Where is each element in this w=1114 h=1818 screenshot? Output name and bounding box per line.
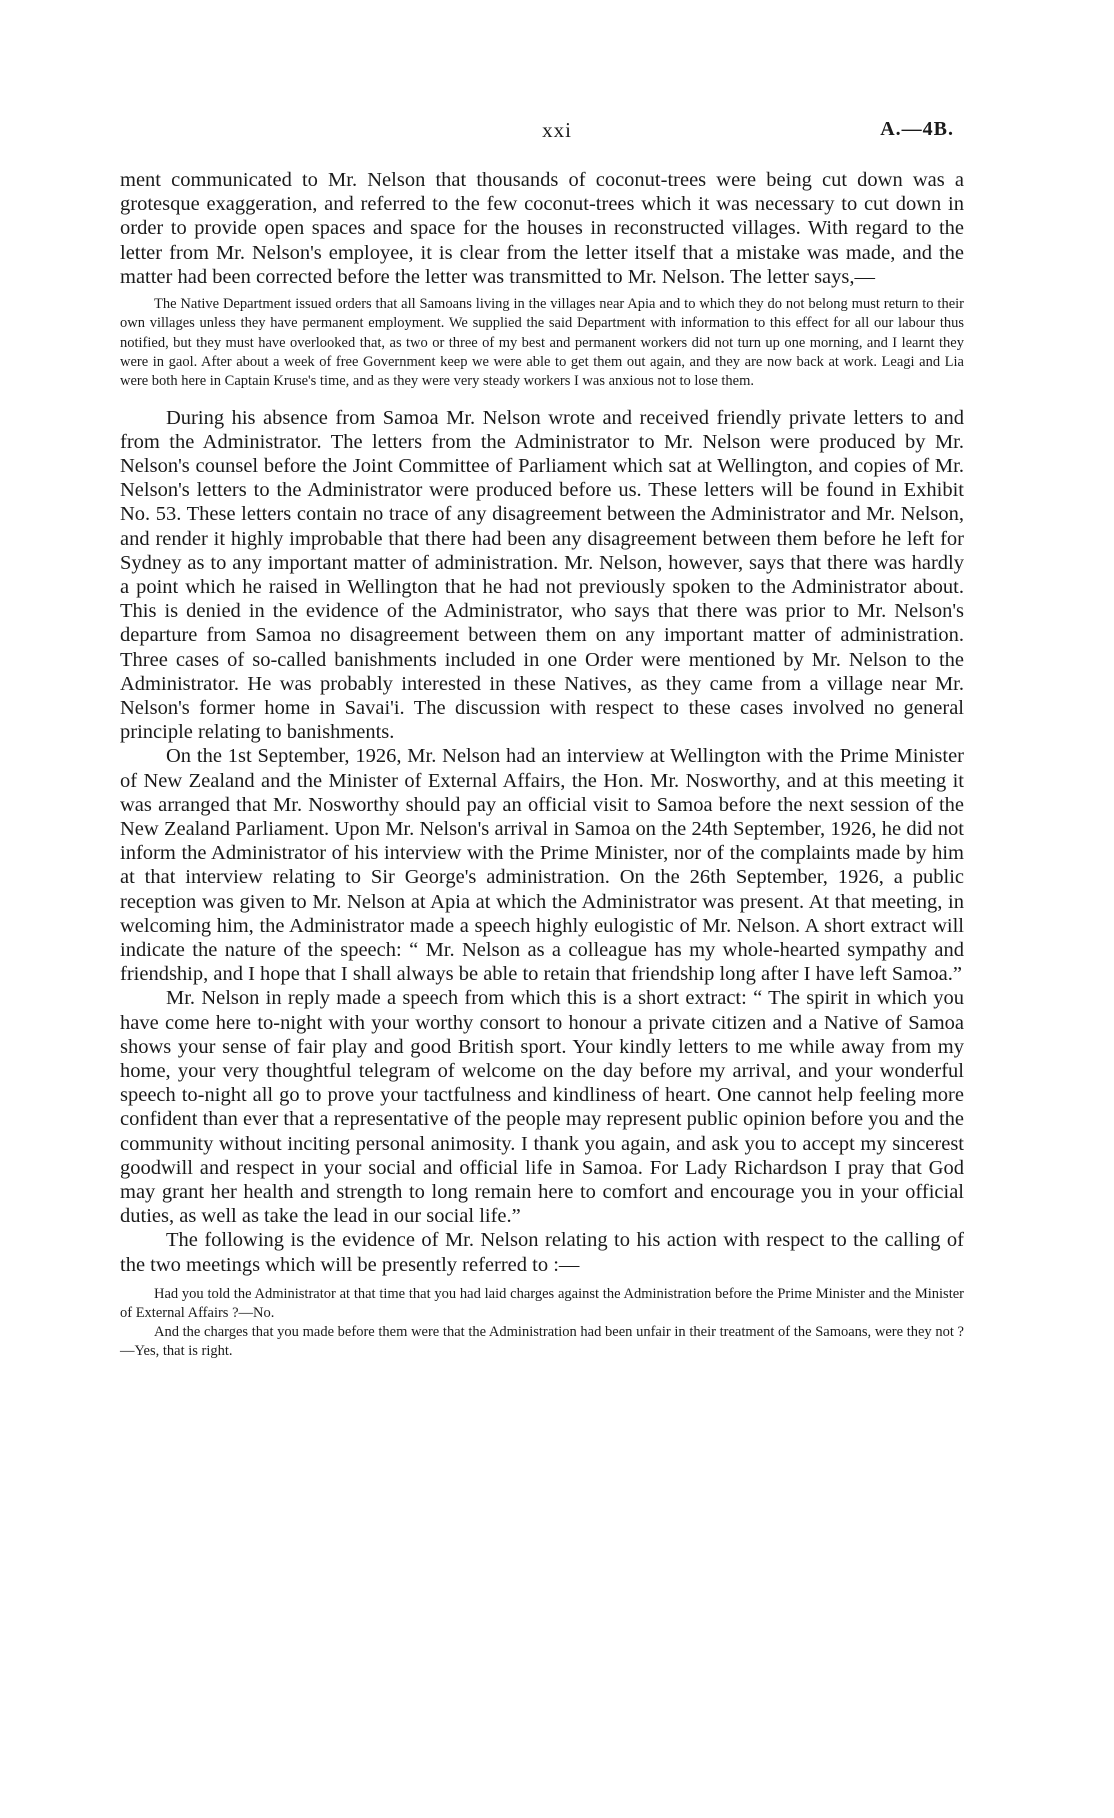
paragraph-evidence-intro: The following is the evidence of Mr. Nelson relating to his action with respect to the calling of the two meetings which will be presently referred to :— [120,1229,964,1276]
page-header [0,118,1114,148]
paragraph-wellington-interview: On the 1st September, 1926, Mr. Nelson had an interview at Wellington with the Prime Minister of New Zealand and the Minister of External Affairs, the Hon. Mr. Nosworthy, and at this meeting it was arranged that Mr. Nosworthy should pay an official visit to Samoa before the next session of the New Zealand Parliament. Upon Mr. Nelson's arrival in Samoa on the 24th September, 1926, he did not inform the Administrator of his interview with the Prime Minister, nor of the complaints made by him at that interview relating to Sir George's administration. On the 26th September, 1926, a public reception was given to Mr. Nelson at Apia at which the Administrator was present. At that meeting, in welcoming him, the Administrator made a speech highly eulogistic of Mr. Nelson. A short extract will indicate the nature of the speech: “ Mr. Nelson as a colleague has my whole-hearted sympathy and friendship, and I hope that I shall always be able to retain that friendship long after I have left Samoa.” [120,745,964,986]
evidence-question-1: Had you told the Administrator at that time that you had laid charges against the Administration before the Prime Minister and the Minister of External Affairs ?—No. [120,1285,964,1321]
evidence-question-2: And the charges that you made before them were that the Administration had been unfair in their treatment of the Samoans, were they not ?—Yes, that is right. [120,1323,964,1359]
page-number: xxi [542,118,572,142]
document-reference: A.—4B. [880,118,954,140]
paragraph-nelson-reply: Mr. Nelson in reply made a speech from which this is a short extract: “ The spirit in which you have come here to-night with your worthy consort to honour a private citizen and a Native of Samoa shows your sense of fair play and good British sport. Your kindly letters to me while away from my home, your very thoughtful telegram of welcome on the day before my arrival, and your wonderful speech to-night all go to prove your tactfulness and kindliness of heart. One cannot help feeling more confident than ever that a representative of the people may represent public opinion before you and the community without inciting personal animosity. I thank you again, and ask you to accept my sincerest goodwill and respect in your social and official life in Samoa. For Lady Richardson I pray that God may grant her health and strength to long remain here to comfort and encourage you in your official duties, as well as take the lead in our social life.” [120,987,964,1228]
quoted-letter: The Native Department issued orders that all Samoans living in the villages near Apia and to which they do not belong must return to their own villages unless they have permanent employment. We supplied the said Department with information to this effect for all our labour thus notified, but they must have overlooked that, as two or three of my best and permanent workers did not turn up one morning, and I learnt they were in gaol. After about a week of free Government keep we were able to get them out again, and they are now back at work. Leagi and Lia were both here in Captain Kruse's time, and as they were very steady workers I was anxious not to lose them. [120,296,964,390]
page-body [120,168,964,1361]
paragraph-private-letters: During his absence from Samoa Mr. Nelson wrote and received friendly private letters to and from the Administrator. The letters from the Administrator to Mr. Nelson were produced by Mr. Nelson's counsel before the Joint Committee of Parliament which sat at Wellington, and copies of Mr. Nelson's letters to the Administrator were produced before us. These letters will be found in Exhibit No. 53. These letters contain no trace of any disagreement between the Administrator and Mr. Nelson, and render it highly improbable that there had been any disagreement between them before he left for Sydney as to any important matter of administration. Mr. Nelson, however, says that there was hardly a point which he raised in Wellington that he had not previously spoken to the Administrator about. This is denied in the evidence of the Administrator, who says that there was prior to Mr. Nelson's departure from Samoa no disagreement between them on any important matter of administration. Three cases of so-called banishments included in one Order were mentioned by Mr. Nelson to the Administrator. He was probably interested in these Natives, as they came from a village near Mr. Nelson's former home in Savai'i. The discussion with respect to these cases involved no general principle relating to banishments. [120,406,964,744]
paragraph-continuation: ment communicated to Mr. Nelson that thousands of coconut-trees were being cut down was a grotesque exaggeration, and referred to the few coconut-trees which it was necessary to cut down in order to provide open spaces and space for the houses in reconstructed villages. With regard to the letter from Mr. Nelson's employee, it is clear from the letter itself that a mistake was made, and the matter had been corrected before the letter was transmitted to Mr. Nelson. The letter says,— [120,169,964,288]
